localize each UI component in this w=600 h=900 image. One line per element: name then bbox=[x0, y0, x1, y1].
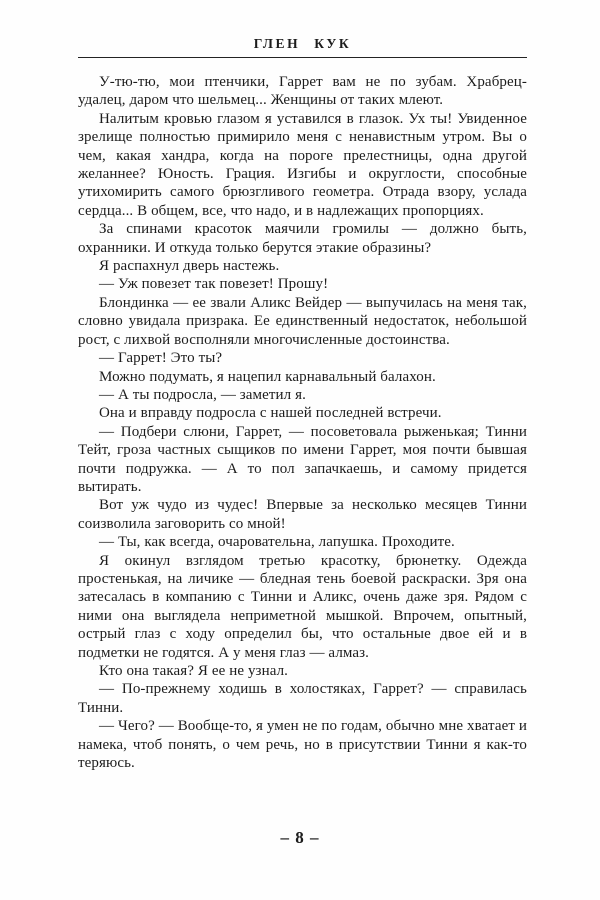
paragraph-4: Я распахнул дверь настежь. bbox=[99, 258, 280, 275]
paragraph-12: Вот уж чудо из чудес! Впервые за несколько месяцев Тинни соизволила заговорить со мной! bbox=[78, 497, 527, 532]
paragraph-13: — Ты, как всегда, очаровательна, лапушка. Проходите. bbox=[99, 534, 455, 551]
running-header-author: ГЛЕН КУК bbox=[253, 36, 352, 51]
paragraph-8: Можно подумать, я нацепил карнавальный балахон. bbox=[99, 368, 436, 385]
paragraph-11: — Подбери слюни, Гаррет, — посоветовала рыженькая; Тинни Тейт, гроза частных сыщиков по имени Гаррет, моя почти бывшая почти подружка. — А то пол запачкаешь, и самому придется вытирать. bbox=[78, 423, 527, 495]
paragraph-9: — А ты подросла, — заметил я. bbox=[99, 386, 306, 403]
page-number: – 8 – bbox=[280, 828, 320, 847]
paragraph-1: У-тю-тю, мои птенчики, Гаррет вам не по зубам. Храбрец-удалец, даром что шельмец... Женщины от таких млеют. bbox=[78, 74, 527, 109]
paragraph-3: За спинами красоток маячили громилы — должно быть, охранники. И откуда только берутся этакие образины? bbox=[78, 221, 527, 256]
paragraph-6: Блондинка — ее звали Аликс Вейдер — выпучилась на меня так, словно увидала призрака. Ее единственный недостаток, небольшой рост, с лихвой восполняли многочисленные достоинства. bbox=[78, 294, 527, 348]
paragraph-15: Кто она такая? Я ее не узнал. bbox=[99, 663, 289, 679]
paragraph-16: — По-прежнему ходишь в холостяках, Гаррет? — справилась Тинни. bbox=[78, 681, 527, 716]
paragraph-2: Налитым кровью глазом я уставился в глазок. Ух ты! Увиденное зрелище полностью примирило меня с ненавистным утром. Вы о чем, какая хандра, когда на пороге прелестницы, одна другой желаннее? Юность. Грация. Изгибы и округлости, способные утихомирить самого брюзгливого геометра. Отрада взору, услада сердца... В общем, все, что надо, и в надлежащих пропорциях. bbox=[78, 110, 527, 219]
paragraph-17: — Чего? — Вообще-то, я умен не по годам, обычно мне хватает и намека, чтоб понять, о чем речь, но в присутствии Тинни я как-то теряюсь. bbox=[78, 718, 527, 772]
paragraph-10: Она и вправду подросла с нашей последней встречи. bbox=[99, 405, 442, 422]
paragraph-7: — Гаррет! Это ты? bbox=[99, 350, 223, 367]
header-rule bbox=[78, 57, 527, 58]
paragraph-14: Я окинул взглядом третью красотку, брюнетку. Одежда простенькая, на личике — бледная тень боевой раскраски. Зря она затесалась в компанию с Тинни и Аликс, очень даже зря. Рядом с ними она выглядела неприметной мышкой. Впрочем, опытный, острый глаз с ходу определил бы, что остальные двое ей и в подметки не годятся. А у меня глаз — алмаз. bbox=[78, 552, 527, 661]
paragraph-5: — Уж повезет так повезет! Прошу! bbox=[99, 276, 329, 293]
text-column bbox=[78, 0, 527, 772]
page-body bbox=[78, 73, 527, 772]
